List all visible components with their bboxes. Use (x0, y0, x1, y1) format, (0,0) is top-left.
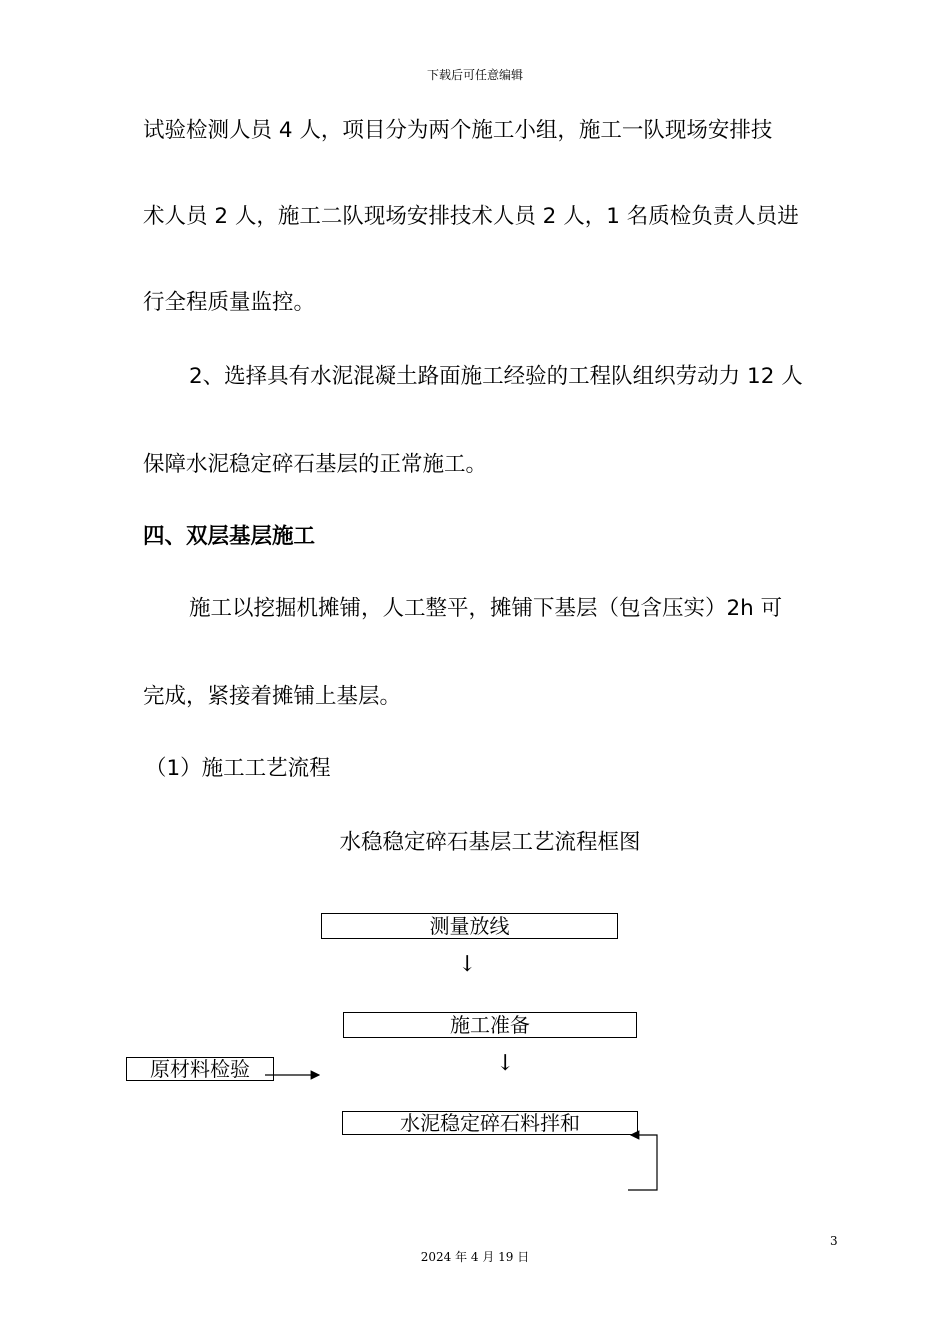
paragraph-line: 施工以挖掘机摊铺，人工整平，摊铺下基层（包含压实）2h 可 (189, 596, 783, 621)
arrow-down-icon: ↓ (496, 1051, 515, 1076)
section-heading: 四、双层基层施工 (143, 524, 316, 549)
paragraph-line: 行全程质量监控。 (143, 290, 316, 315)
subheading: （1）施工工艺流程 (145, 756, 331, 781)
page-footer-date: 2024 年 4 月 19 日 (420, 1250, 530, 1264)
paragraph-line: 试验检测人员 4 人，项目分为两个施工小组，施工一队现场安排技 (143, 118, 773, 143)
page-header: 下载后可任意编辑 (426, 68, 523, 82)
flow-box-material-check: 原材料检验 (126, 1057, 274, 1081)
paragraph-line: 完成，紧接着摊铺上基层。 (143, 684, 402, 709)
feedback-arrow-icon (628, 1135, 657, 1190)
flow-box-mixing: 水泥稳定碎石料拌和 (342, 1111, 638, 1135)
flowchart-title: 水稳稳定碎石基层工艺流程框图 (339, 830, 641, 855)
paragraph-line: 术人员 2 人，施工二队现场安排技术人员 2 人，1 名质检负责人员进 (143, 204, 799, 229)
paragraph-line: 2、选择具有水泥混凝土路面施工经验的工程队组织劳动力 12 人 (189, 364, 803, 389)
arrow-down-icon: ↓ (458, 952, 477, 977)
flow-box-survey: 测量放线 (321, 913, 618, 939)
paragraph-line: 保障水泥稳定碎石基层的正常施工。 (143, 452, 488, 477)
flow-box-prep: 施工准备 (343, 1012, 637, 1038)
page-number: 3 (830, 1234, 838, 1248)
